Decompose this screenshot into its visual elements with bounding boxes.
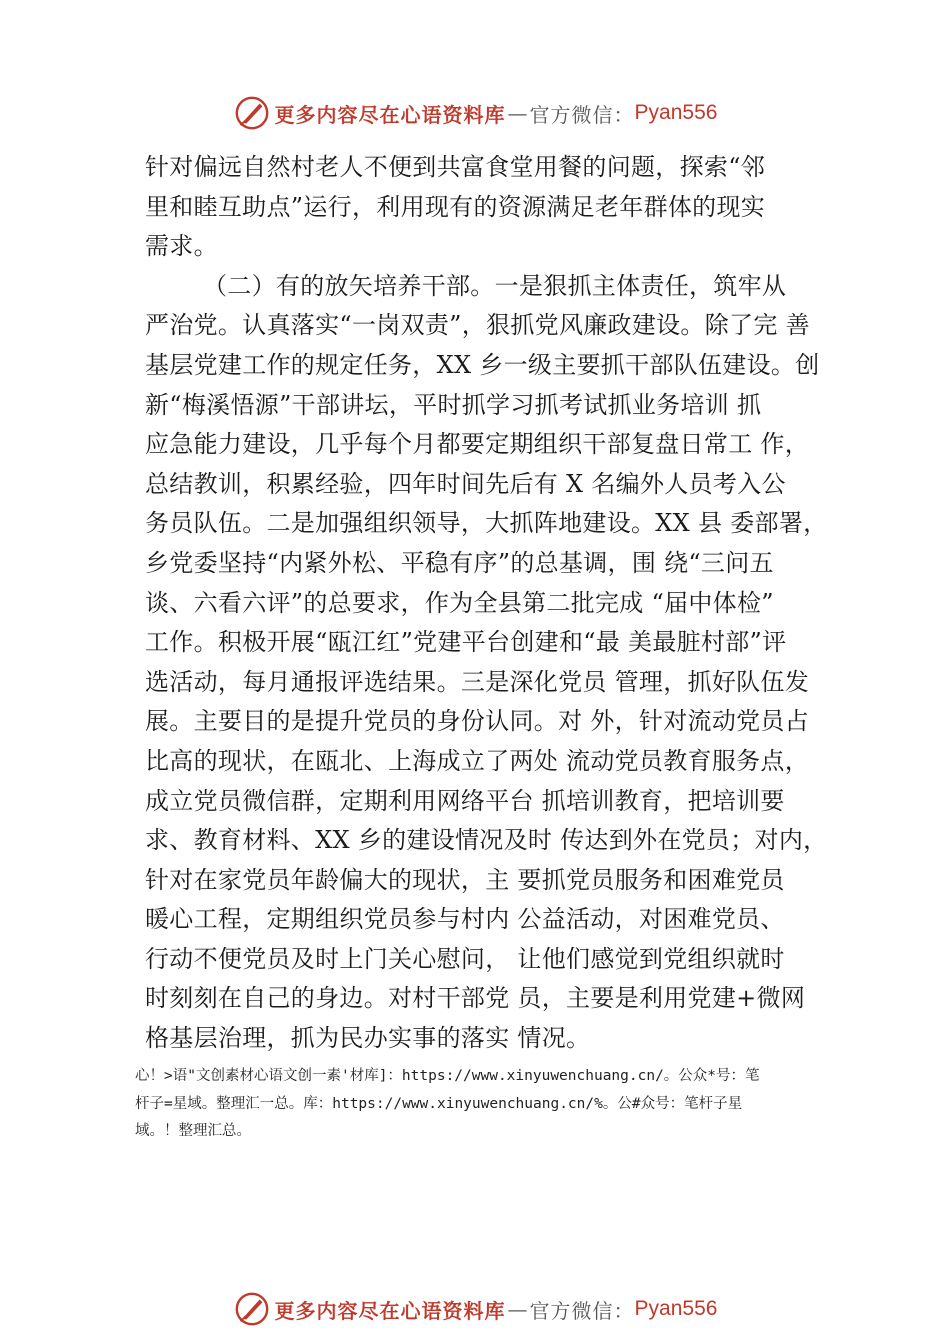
body-line: 展。主要目的是提升党员的身份认同。对 外，针对流动党员占 <box>145 707 810 736</box>
body-text <box>145 148 835 1059</box>
footnote-line: 心！>语"文创素材心语文创一素'材库]：https://www.xinyuwenchuang.cn/。公众*号：笔 <box>135 1068 760 1084</box>
source-footnote <box>135 1063 835 1146</box>
body-line: 成立党员微信群，定期利用网络平台 抓培训教育，把培训要 <box>145 786 785 815</box>
body-line: 格基层治理，抓为民办实事的落实 情况。 <box>145 1024 591 1053</box>
body-line: 谈、六看六评”的总要求，作为全县第二批完成 “届中体检” <box>145 588 774 617</box>
body-line: 总结教训，积累经验，四年时间先后有 X 名编外人员考入公 <box>145 469 786 498</box>
header-banner <box>0 93 950 133</box>
body-line: 里和睦互助点”运行，利用现有的资源满足老年群体的现实 <box>145 192 766 221</box>
body-line: 求、教育材料、XX 乡的建设情况及时 传达到外在党员；对内， <box>145 826 828 855</box>
footnote-line: 杆子=星域。整理汇一总。库：https://www.xinyuwenchuang.cn/%。公#众号：笔杆子星 <box>135 1095 743 1112</box>
header-title: 更多内容尽在心语资料库 <box>274 102 506 127</box>
body-line: 基层党建工作的规定任务，XX 乡一级主要抓干部队伍建设。创 <box>145 350 820 379</box>
body-line: 比高的现状，在瓯北、上海成立了两处 流动党员教育服务点， <box>145 746 810 775</box>
header-wechat-id: Pyan556 <box>634 101 718 124</box>
body-line: 需求。 <box>145 232 218 261</box>
header-wechat-label: 官方微信： <box>529 102 635 127</box>
body-line: 针对在家党员年龄偏大的现状，主 要抓党员服务和困难党员 <box>145 865 785 894</box>
footnote-line: 域。！整理汇总。 <box>135 1123 251 1139</box>
body-line: 务员队伍。二是加强组织领导，大抓阵地建设。XX 县 委部署， <box>145 509 828 538</box>
footer-separator: — <box>507 1297 528 1321</box>
body-line: （二）有的放矢培养干部。一是狠抓主体责任，筑牢从 <box>203 271 787 300</box>
footer-banner <box>0 1289 950 1329</box>
body-line: 时刻刻在自己的身边。对村干部党 员，主要是利用党建+微网 <box>145 984 806 1013</box>
body-line: 针对偏远自然村老人不便到共富食堂用餐的问题，探索“邻 <box>145 153 766 181</box>
quill-logo-icon <box>233 94 271 132</box>
quill-logo-icon <box>233 1290 271 1328</box>
body-line: 选活动，每月通报评选结果。三是深化党员 管理，抓好队伍发 <box>145 667 810 696</box>
footer-title: 更多内容尽在心语资料库 <box>274 1298 506 1323</box>
body-line: 暖心工程，定期组织党员参与村内 公益活动，对困难党员、 <box>145 905 785 934</box>
body-line: 应急能力建设，几乎每个月都要定期组织干部复盘日常工 作， <box>145 430 810 459</box>
footer-wechat-id: Pyan556 <box>634 1297 718 1320</box>
header-separator: — <box>507 101 528 125</box>
footer-wechat-label: 官方微信： <box>529 1298 635 1323</box>
body-line: 行动不便党员及时上门关心慰问， 让他们感觉到党组织就时 <box>145 944 785 973</box>
body-line: 新“梅溪悟源”干部讲坛，平时抓学习抓考试抓业务培训 抓 <box>145 390 762 419</box>
body-line: 严治党。认真落实“一岗双责”，狠抓党风廉政建设。除了完 善 <box>145 311 810 340</box>
body-line: 工作。积极开展“瓯江红”党建平台创建和“最 美最脏村部”评 <box>145 628 787 657</box>
body-line: 乡党委坚持“内紧外松、平稳有序”的总基调，围 绕“三问五 <box>145 548 774 577</box>
